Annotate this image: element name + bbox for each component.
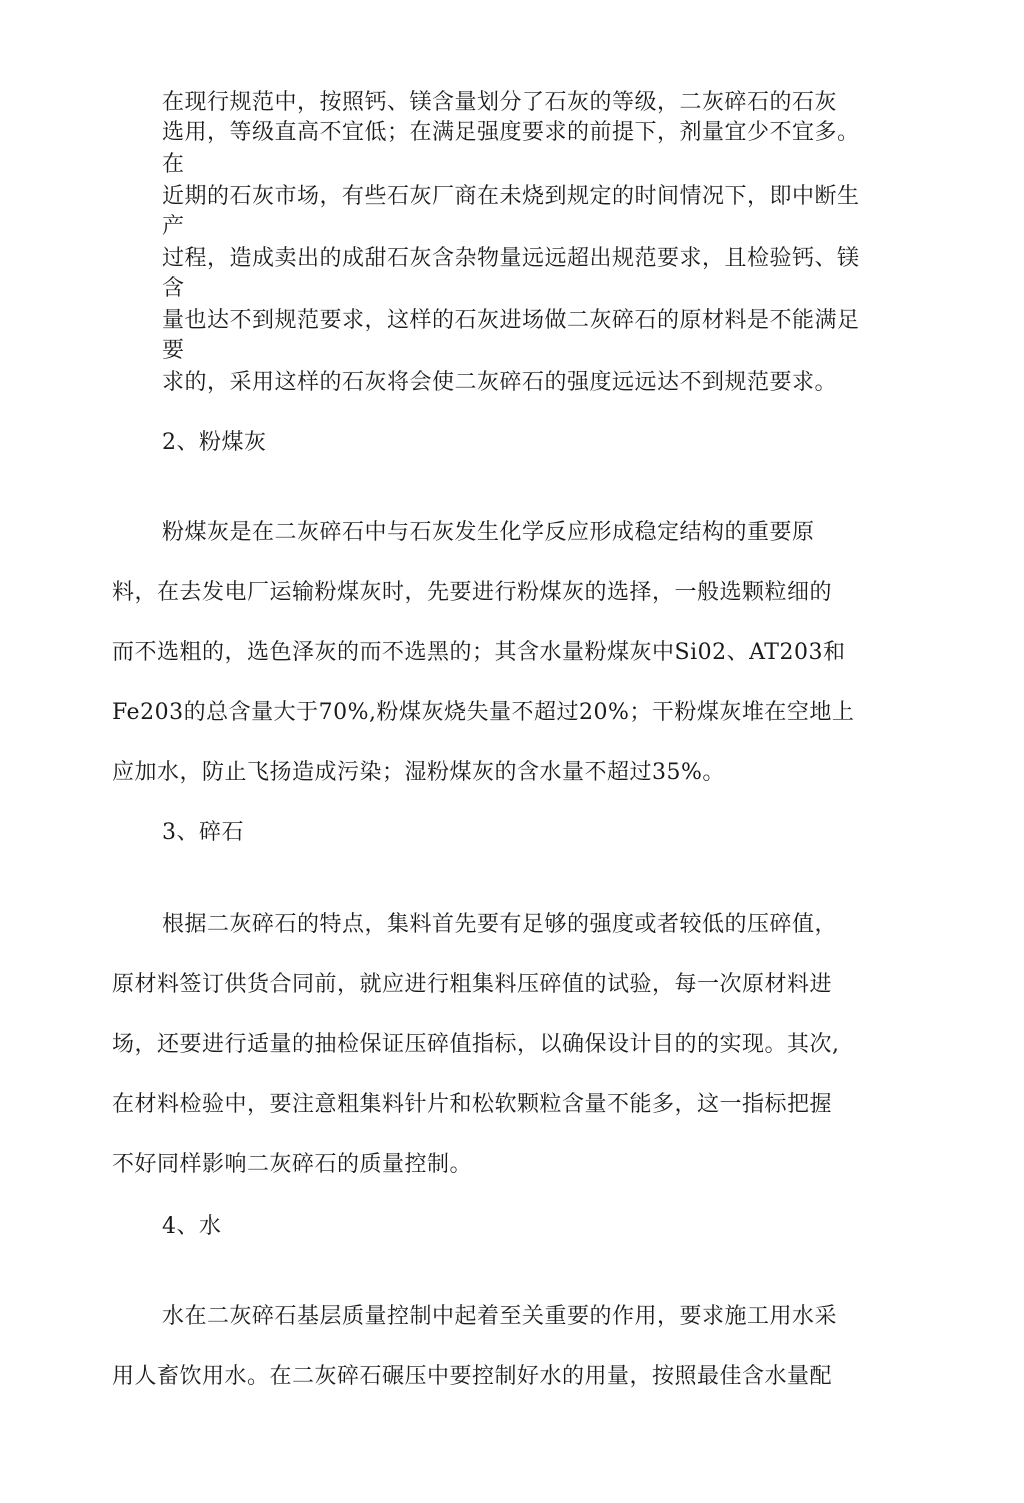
text-line: 而不选粗的，选色泽灰的而不选黑的；其含水量粉煤灰中Si02、AT203和: [112, 640, 846, 665]
text-line: 在材料检验中，要注意粗集料针片和松软颗粒含量不能多，这一指标把握: [112, 1092, 833, 1117]
text-line: 选用，等级直高不宜低；在满足强度要求的前提下，剂量宜少不宜多。: [162, 120, 860, 145]
text-line: 不好同样影响二灰碎石的质量控制。: [112, 1152, 473, 1177]
text-line: 量也达不到规范要求，这样的石灰进场做二灰碎石的原材料是不能满足: [162, 308, 860, 333]
text-line: 含: [162, 276, 185, 301]
text-line: 水在二灰碎石基层质量控制中起着至关重要的作用，要求施工用水采: [162, 1304, 838, 1329]
text-line: Fe203的总含量大于70%,粉煤灰烧失量不超过20%；干粉煤灰堆在空地上: [112, 700, 855, 725]
text-line: 料，在去发电厂运输粉煤灰时，先要进行粉煤灰的选择，一般选颗粒细的: [112, 580, 833, 605]
text-line: 在: [162, 152, 185, 177]
text-line: 近期的石灰市场，有些石灰厂商在未烧到规定的时间情况下，即中断生: [162, 184, 860, 209]
text-line: 场，还要进行适量的抽检保证压碎值指标，以确保设计目的的实现。其次,: [112, 1032, 840, 1057]
section-heading-water: 4、水: [162, 1214, 222, 1239]
text-line: 求的，采用这样的石灰将会使二灰碎石的强度远远达不到规范要求。: [162, 370, 838, 395]
text-line: 在现行规范中，按照钙、镁含量划分了石灰的等级，二灰碎石的石灰: [162, 90, 838, 115]
text-line: 用人畜饮用水。在二灰碎石碾压中要控制好水的用量，按照最佳含水量配: [112, 1364, 833, 1389]
text-line: 根据二灰碎石的特点，集料首先要有足够的强度或者较低的压碎值，: [162, 912, 838, 937]
text-line: 原材料签订供货合同前，就应进行粗集料压碎值的试验，每一次原材料进: [112, 972, 833, 997]
text-line: 应加水，防止飞扬造成污染；湿粉煤灰的含水量不超过35%。: [112, 760, 725, 785]
text-line: 过程，造成卖出的成甜石灰含杂物量远远超出规范要求，且检验钙、镁: [162, 246, 860, 271]
section-heading-flyash: 2、粉煤灰: [162, 430, 267, 455]
text-line: 粉煤灰是在二灰碎石中与石灰发生化学反应形成稳定结构的重要原: [162, 520, 815, 545]
text-line: 产: [162, 214, 185, 239]
text-line: 要: [162, 338, 185, 363]
section-heading-gravel: 3、碎石: [162, 820, 244, 845]
